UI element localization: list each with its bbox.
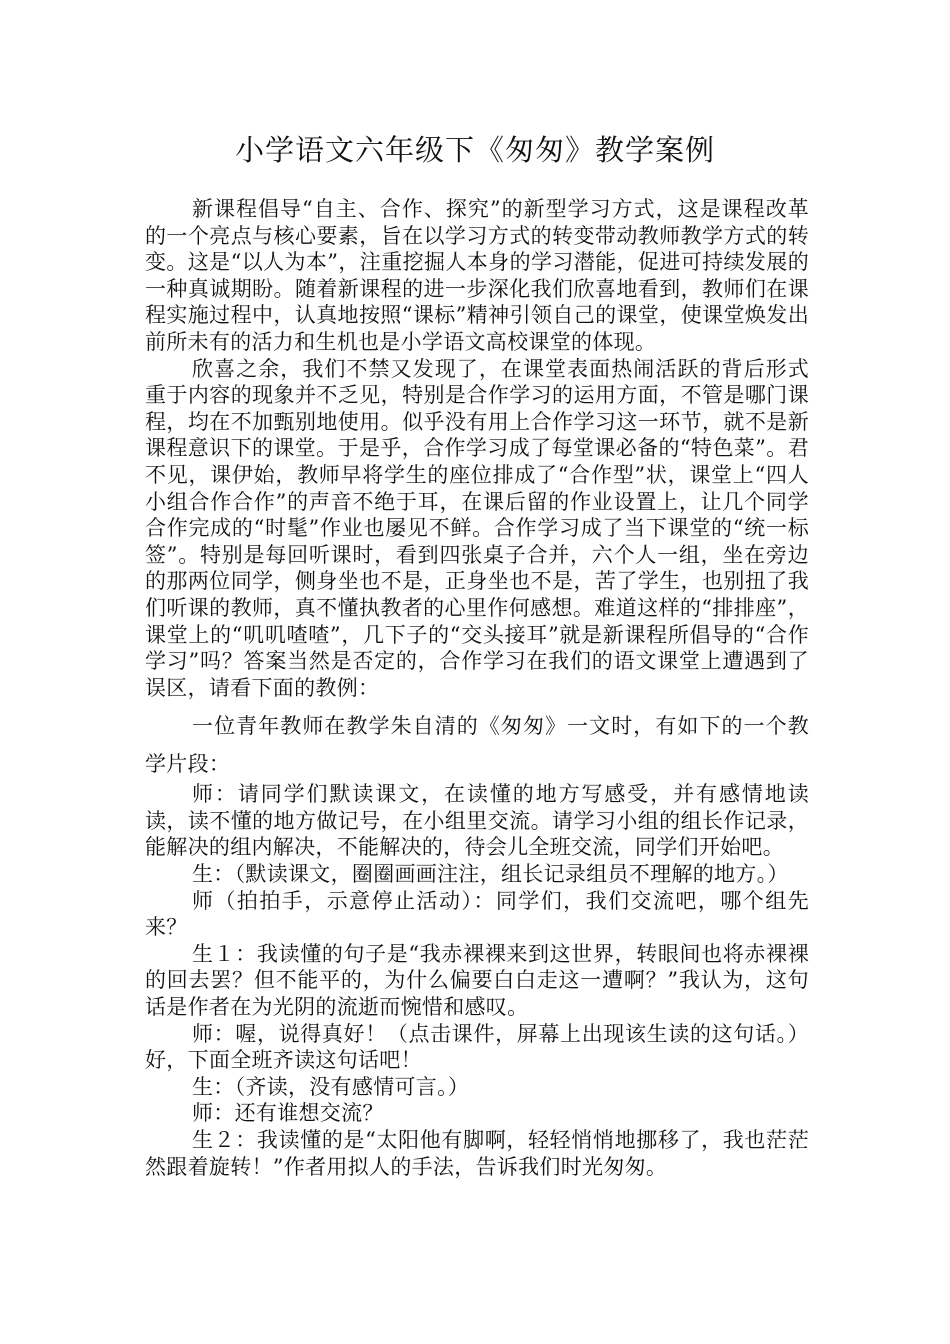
paragraph-case-intro: 一位青年教师在教学朱自清的《匆匆》一文时，有如下的一个教学片段：: [145, 714, 809, 777]
dialogue-line: 生：（默读课文，圈圈画画注注，组长记录组员不理解的地方。）: [192, 862, 789, 887]
document-title: 小学语文六年级下《匆匆》教学案例: [234, 133, 715, 167]
dialogue-line: 生１：我读懂的句子是“我赤裸裸来到这世界，转眼间也将赤裸裸的回去罢？但不能平的，为什么偏要白白走这一遭啊？”我认为，这句话是作者在为光阴的流逝而惋惜和感叹。: [145, 941, 809, 1020]
dialogue-line: 师：喔，说得真好！（点击课件，屏幕上出现该生读的这句话。）好，下面全班齐读这句话吧！: [145, 1021, 809, 1073]
dialogue-line: 师：还有谁想交流？: [192, 1101, 384, 1126]
dialogue-line: 师：请同学们默读课文，在读懂的地方写感受，并有感情地读读，读不懂的地方做记号，在小组里交流。请学习小组的组长作记录，能解决的组内解决，不能解决的，待会儿全班交流，同学们开始吧。: [145, 782, 809, 860]
dialogue-line: 生：（齐读，没有感情可言。）: [192, 1074, 470, 1099]
dialogue-line: 生２：我读懂的是“太阳他有脚啊，轻轻悄悄地挪移了，我也茫茫然跟着旋转！”作者用拟人的手法，告诉我们时光匆匆。: [145, 1128, 809, 1179]
paragraph-intro: 新课程倡导“自主、合作、探究”的新型学习方式，这是课程改革的一个亮点与核心要素，旨在以学习方式的转变带动教师教学方式的转变。这是“以人为本”，注重挖掘人本身的学习潜能，促进可持续发展的一种真诚期盼。随着新课程的进一步深化我们欣喜地看到，教师们在课程实施过程中，认真地按照“课标”精神引领自己的课堂，使课堂焕发出前所未有的活力和生机也是小学语文高校课堂的体现。: [145, 197, 809, 354]
paragraph-problem: 欣喜之余，我们不禁又发现了，在课堂表面热闹活跃的背后形式重于内容的现象并不乏见，特别是合作学习的运用方面，不管是哪门课程，均在不加甄别地使用。似乎没有用上合作学习这一环节，就不是新课程意识下的课堂。于是乎，合作学习成了每堂课必备的“特色菜”。君不见，课伊始，教师早将学生的座位排成了“合作型”状，课堂上“四人小组合作合作”的声音不绝于耳，在课后留的作业设置上，让几个同学合作完成的“时髦”作业也屡见不鲜。合作学习成了当下课堂的“统一标签”。特别是每回听课时，看到四张桌子合并，六个人一组，坐在旁边的那两位同学，侧身坐也不是，正身坐也不是，苦了学生，也别扭了我们听课的教师，真不懂执教者的心里作何感想。难道这样的“排排座”，课堂上的“叽叽喳喳”，几下子的“交头接耳”就是新课程所倡导的“合作学习”吗？答案当然是否定的，合作学习在我们的语文课堂上遭遇到了误区，请看下面的教例：: [145, 356, 809, 700]
dialogue-line: 师（拍拍手，示意停止活动）：同学们，我们交流吧，哪个组先来？: [145, 888, 809, 940]
document-body: [145, 196, 809, 1180]
